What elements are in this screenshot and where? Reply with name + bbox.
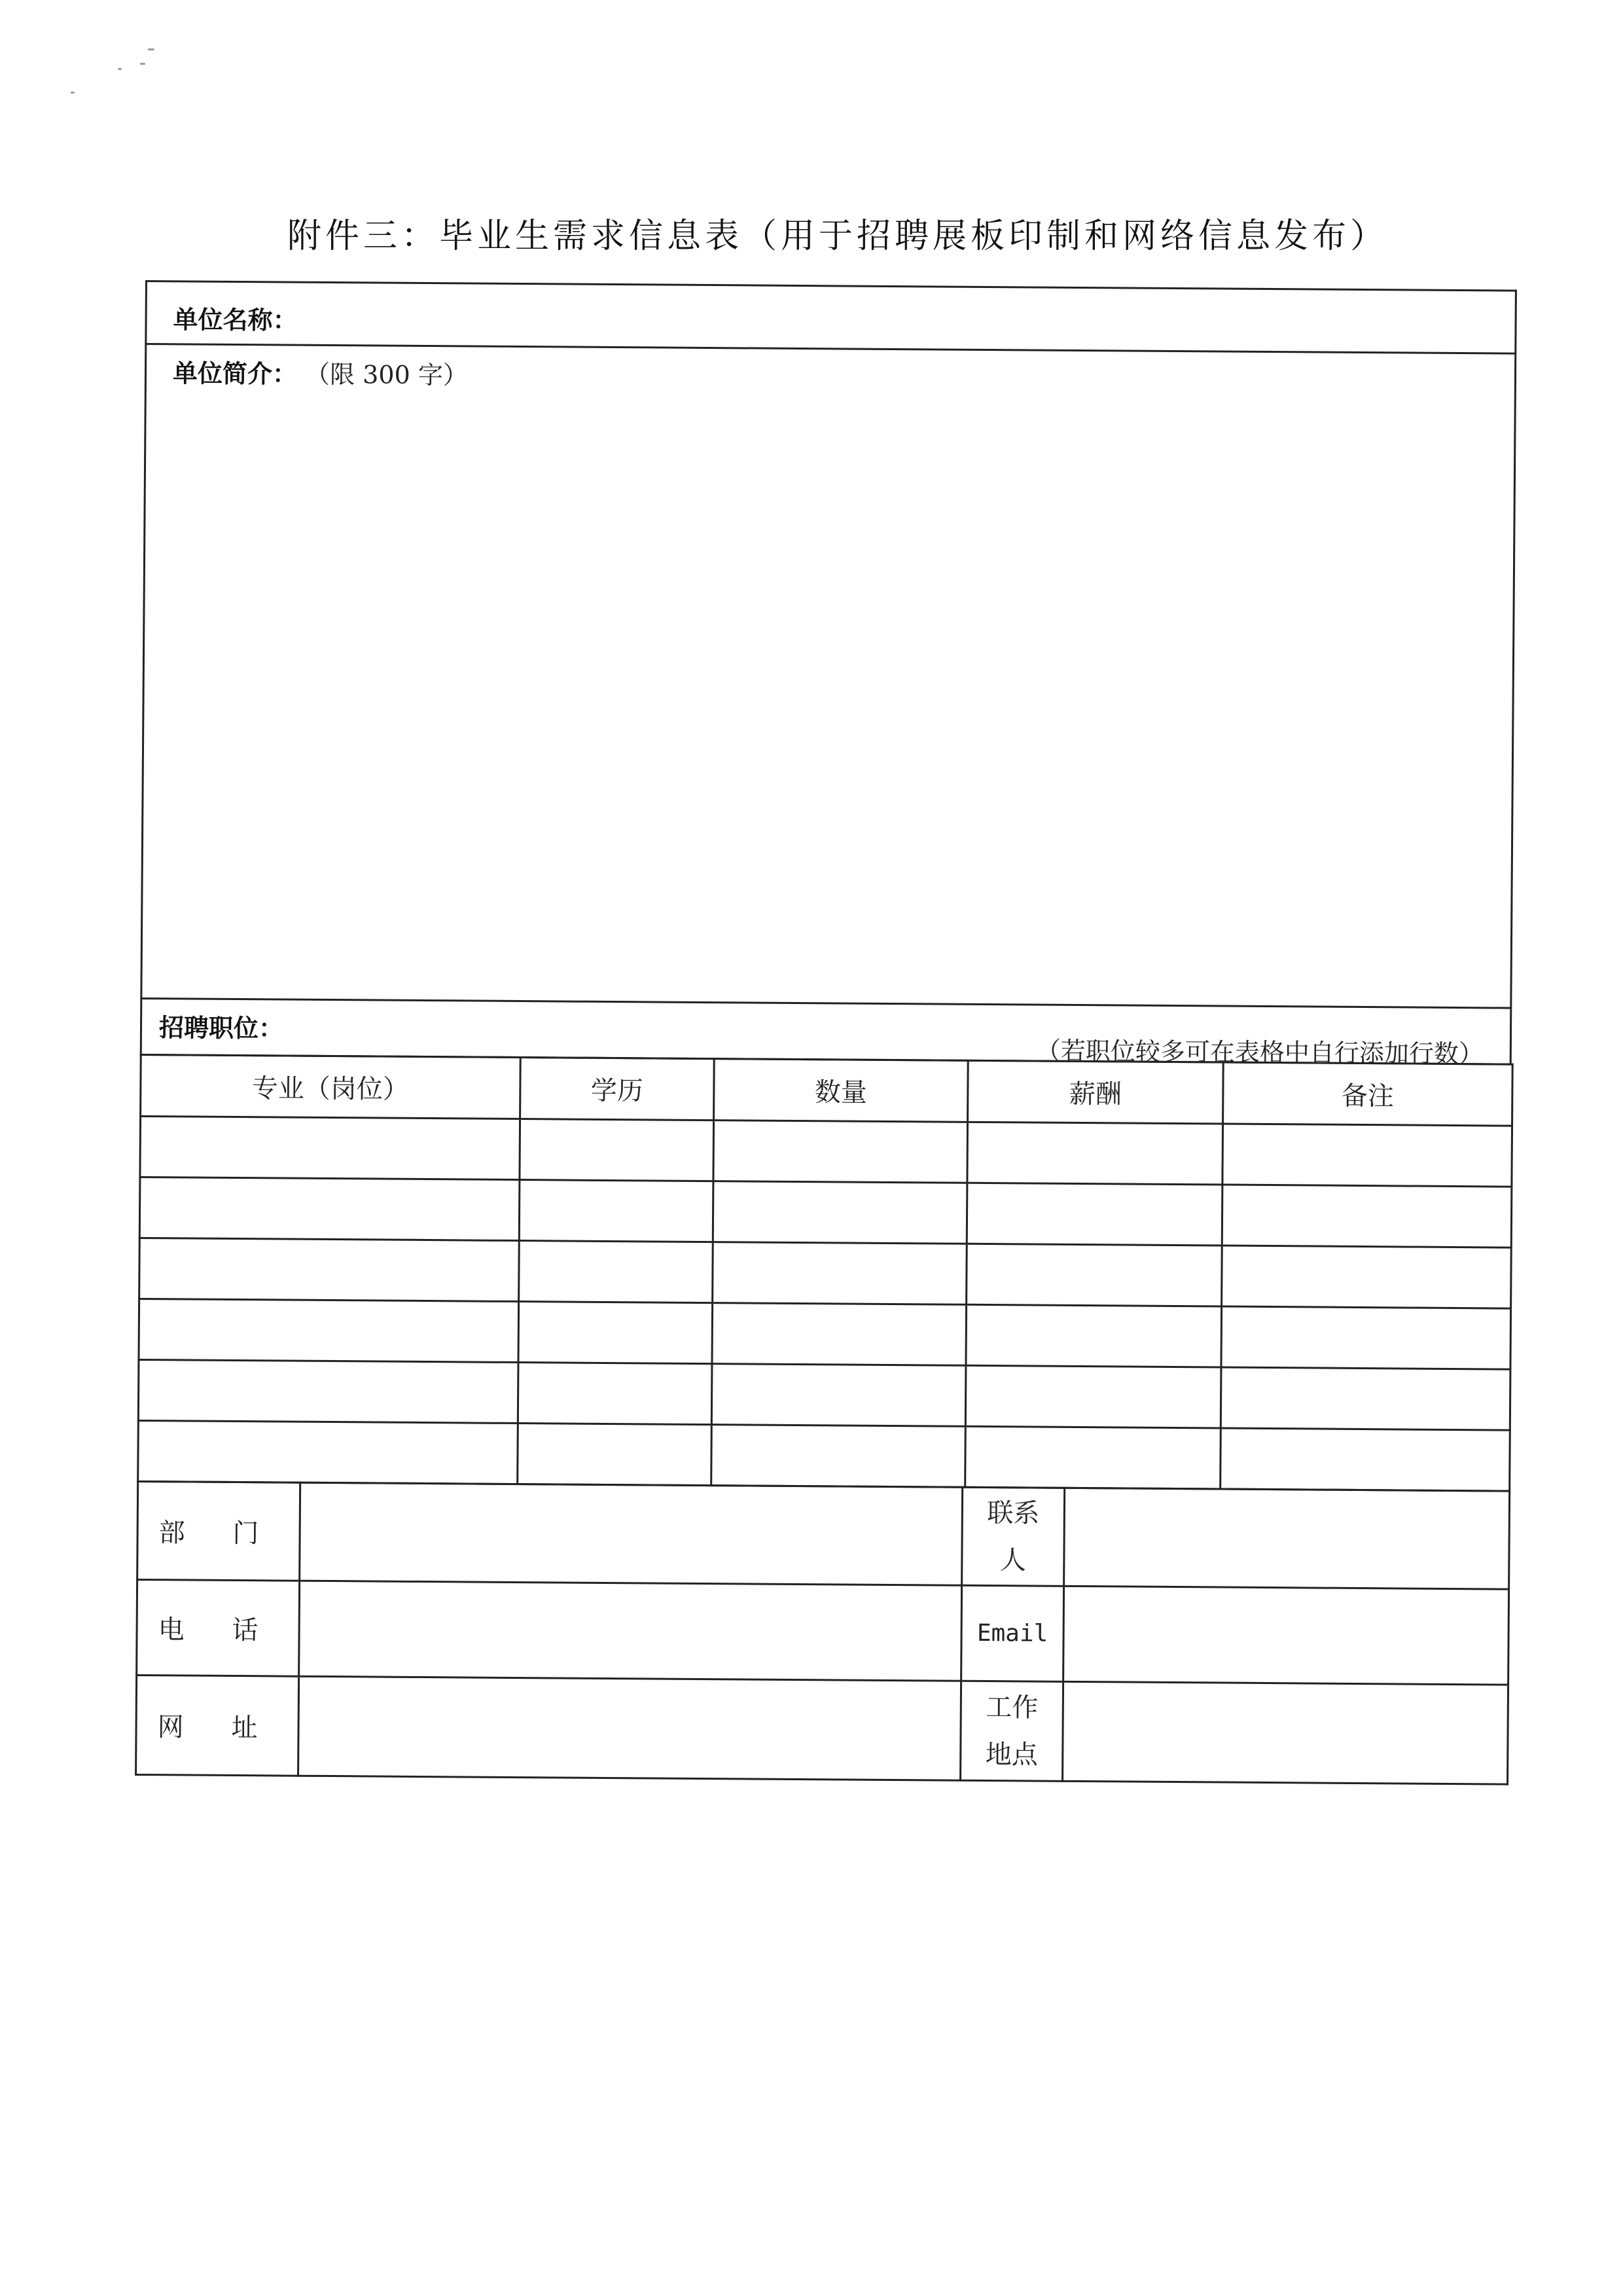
column-header-remarks: 备注 (1223, 1062, 1513, 1126)
unit-intro-cell[interactable] (141, 344, 1516, 1009)
contact-person-label-line2: 人 (999, 1545, 1027, 1575)
cell-major[interactable] (140, 1116, 520, 1179)
unit-intro-label: 单位简介： (172, 359, 298, 389)
cell-education[interactable] (519, 1180, 713, 1242)
table-row (140, 1116, 1512, 1187)
cell-education[interactable] (520, 1119, 714, 1181)
cell-remarks[interactable] (1222, 1246, 1512, 1308)
cell-remarks[interactable] (1221, 1367, 1510, 1430)
email-label: Email (961, 1585, 1064, 1681)
cell-education[interactable] (518, 1424, 712, 1486)
cell-salary[interactable] (965, 1365, 1221, 1428)
column-header-salary: 薪酬 (968, 1060, 1224, 1124)
table-row (139, 1299, 1511, 1369)
requirement-form (135, 280, 1517, 1785)
email-field[interactable] (1063, 1586, 1509, 1685)
cell-quantity[interactable] (713, 1242, 967, 1305)
table-row (139, 1238, 1512, 1308)
cell-quantity[interactable] (712, 1303, 967, 1366)
scan-speck (140, 63, 145, 65)
cell-salary[interactable] (967, 1122, 1223, 1185)
cell-quantity[interactable] (713, 1181, 967, 1244)
cell-remarks[interactable] (1221, 1428, 1510, 1491)
phone-label: 电 话 (137, 1579, 300, 1676)
cell-salary[interactable] (966, 1304, 1222, 1367)
contact-row-department (137, 1481, 1510, 1589)
cell-major[interactable] (138, 1359, 518, 1423)
cell-quantity[interactable] (711, 1425, 966, 1488)
unit-intro-hint: （限 300 字） (304, 359, 468, 390)
unit-name-label: 单位名称： (173, 305, 298, 335)
column-header-education: 学历 (520, 1058, 715, 1121)
cell-major[interactable] (139, 1238, 520, 1301)
page-title: 附件三：毕业生需求信息表（用于招聘展板印制和网络信息发布） (287, 217, 1388, 256)
positions-label: 招聘职位： (158, 1013, 284, 1043)
department-field[interactable] (300, 1482, 963, 1585)
cell-education[interactable] (518, 1302, 713, 1364)
column-header-quantity: 数量 (714, 1059, 969, 1122)
work-location-label-line2: 地点 (985, 1739, 1038, 1770)
contact-person-field[interactable] (1064, 1488, 1510, 1589)
cell-quantity[interactable] (713, 1121, 968, 1183)
positions-table (137, 1054, 1514, 1492)
contact-table (135, 1480, 1510, 1785)
work-location-label-line1: 工作 (986, 1692, 1039, 1723)
scan-speck (148, 48, 154, 50)
unit-intro-value[interactable] (173, 389, 1514, 398)
cell-salary[interactable] (967, 1183, 1222, 1246)
cell-salary[interactable] (967, 1244, 1222, 1306)
unit-info-table (140, 280, 1517, 1069)
cell-education[interactable] (519, 1241, 713, 1303)
unit-name-cell[interactable] (146, 281, 1516, 354)
contact-person-label (962, 1487, 1065, 1586)
cell-remarks[interactable] (1222, 1185, 1512, 1247)
department-label: 部 门 (137, 1481, 300, 1581)
table-row (139, 1177, 1512, 1247)
scan-speck (118, 68, 122, 70)
contact-row-phone (137, 1579, 1509, 1685)
cell-major[interactable] (138, 1420, 518, 1484)
phone-field[interactable] (299, 1581, 962, 1681)
table-row (138, 1420, 1510, 1491)
contact-person-label-line1: 联系 (987, 1498, 1040, 1529)
work-location-label (961, 1681, 1063, 1781)
table-row (138, 1359, 1510, 1430)
scan-speck (71, 92, 75, 94)
work-location-field[interactable] (1063, 1681, 1508, 1784)
cell-quantity[interactable] (711, 1364, 966, 1427)
website-label: 网 址 (136, 1675, 299, 1776)
cell-education[interactable] (518, 1363, 712, 1425)
positions-hint: （若职位较多可在表格中自行添加行数） (1035, 1036, 1484, 1069)
cell-salary[interactable] (965, 1426, 1221, 1489)
website-field[interactable] (298, 1676, 961, 1780)
cell-major[interactable] (139, 1177, 520, 1240)
cell-major[interactable] (139, 1299, 519, 1362)
contact-row-website (136, 1675, 1508, 1784)
positions-header-cell (141, 998, 1511, 1069)
column-header-major: 专业（岗位） (141, 1054, 521, 1119)
cell-remarks[interactable] (1221, 1306, 1511, 1369)
cell-remarks[interactable] (1222, 1124, 1512, 1187)
